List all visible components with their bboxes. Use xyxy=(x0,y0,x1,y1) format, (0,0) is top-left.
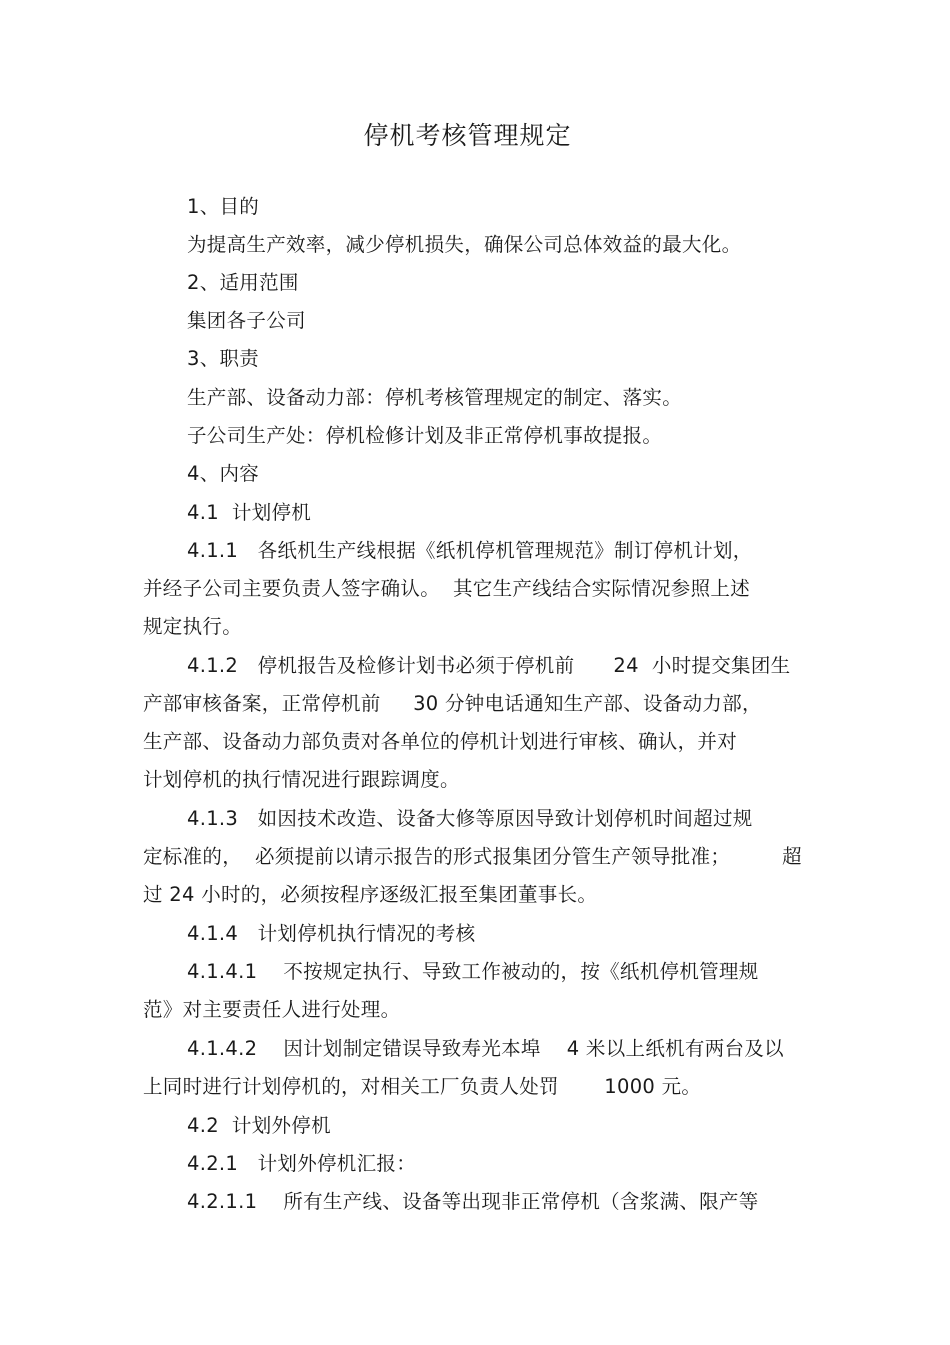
paragraph-line: 集团各子公司 xyxy=(187,309,306,332)
document-title: 停机考核管理规定 xyxy=(363,121,572,150)
paragraph-line: 4.2.1.1 所有生产线、设备等出现非正常停机（含浆满、限产等 xyxy=(187,1190,759,1213)
paragraph-line: 子公司生产处：停机检修计划及非正常停机事故提报。 xyxy=(187,424,663,447)
section-heading-purpose: 1、目的 xyxy=(187,195,260,218)
paragraph-line: 范》对主要责任人进行处理。 xyxy=(143,998,401,1021)
paragraph-line: 生产部、设备动力部：停机考核管理规定的制定、落实。 xyxy=(187,386,683,409)
subsection-heading: 4.1 计划停机 xyxy=(187,501,312,524)
paragraph-line: 为提高生产效率，减少停机损失，确保公司总体效益的最大化。 xyxy=(187,233,742,256)
section-heading-scope: 2、适用范围 xyxy=(187,271,299,294)
paragraph-line: 4.1.2 停机报告及检修计划书必须于停机前 24 小时提交集团生 xyxy=(187,654,791,677)
paragraph-line: 生产部、设备动力部负责对各单位的停机计划进行审核、确认，并对 xyxy=(143,730,738,753)
section-heading-content: 4、内容 xyxy=(187,462,260,485)
section-heading-duties: 3、职责 xyxy=(187,347,260,370)
paragraph-line: 4.1.1 各纸机生产线根据《纸机停机管理规范》制订停机计划， xyxy=(187,539,753,562)
paragraph-line: 上同时进行计划停机的，对相关工厂负责人处罚 1000 元。 xyxy=(143,1075,702,1098)
paragraph-line: 4.1.4.2 因计划制定错误导致寿光本埠 4 米以上纸机有两台及以 xyxy=(187,1037,784,1060)
paragraph-line: 并经子公司主要负责人签字确认。 其它生产线结合实际情况参照上述 xyxy=(143,577,750,600)
paragraph-line: 4.1.4.1 不按规定执行、导致工作被动的，按《纸机停机管理规 xyxy=(187,960,759,983)
subsection-heading: 4.2 计划外停机 xyxy=(187,1114,331,1137)
paragraph-line: 产部审核备案，正常停机前 30 分钟电话通知生产部、设备动力部， xyxy=(143,692,762,715)
paragraph-line: 计划停机的执行情况进行跟踪调度。 xyxy=(143,768,460,791)
paragraph-line: 过 24 小时的，必须按程序逐级汇报至集团董事长。 xyxy=(143,883,598,906)
paragraph-line: 4.1.3 如因技术改造、设备大修等原因导致计划停机时间超过规 xyxy=(187,807,753,830)
subsection-heading: 4.1.4 计划停机执行情况的考核 xyxy=(187,922,476,945)
paragraph-line: 规定执行。 xyxy=(143,615,243,638)
subsection-heading: 4.2.1 计划外停机汇报： xyxy=(187,1152,417,1175)
paragraph-line: 定标准的， 必须提前以请示报告的形式报集团分管生产领导批准； 超 xyxy=(143,845,802,868)
